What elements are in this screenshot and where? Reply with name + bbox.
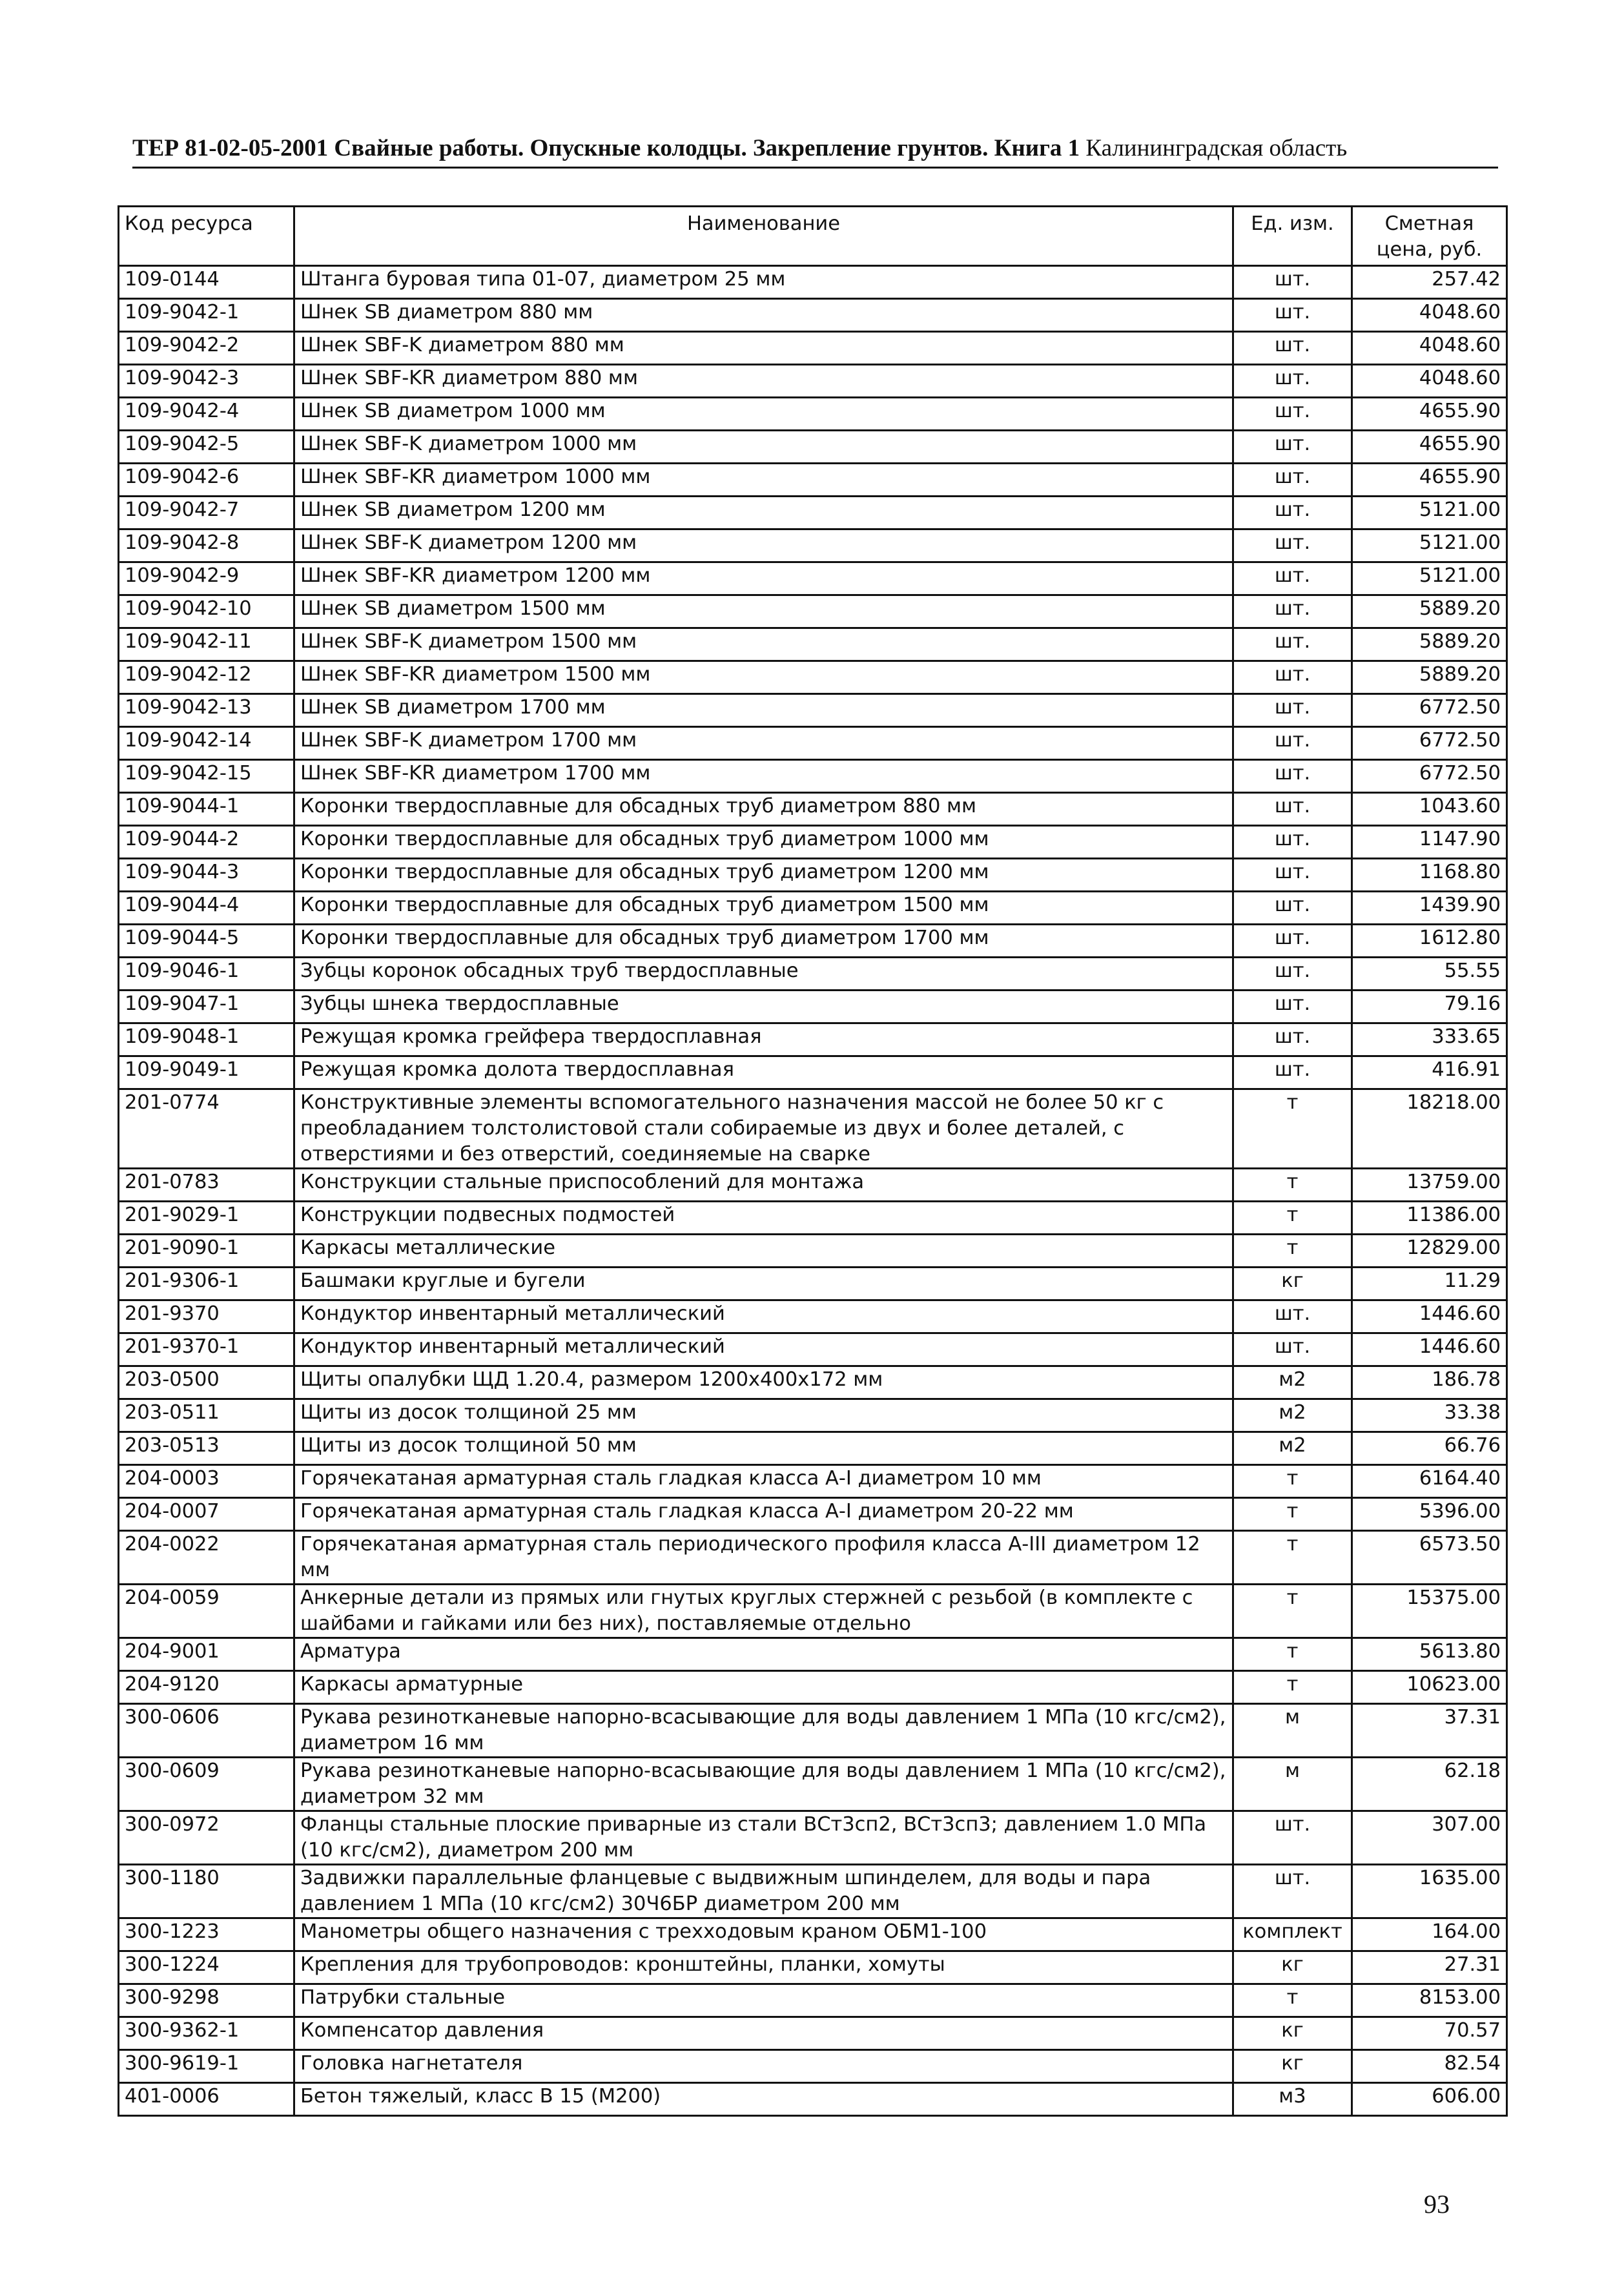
- cell-name: Патрубки стальные: [294, 1984, 1233, 2017]
- cell-name: Бетон тяжелый, класс В 15 (М200): [294, 2083, 1233, 2116]
- cell-unit: шт.: [1233, 958, 1352, 991]
- cell-unit: шт.: [1233, 793, 1352, 826]
- cell-price: 307.00: [1352, 1811, 1507, 1865]
- table-row: [119, 365, 1507, 398]
- cell-unit: шт.: [1233, 925, 1352, 958]
- cell-resource-code: 300-0972: [119, 1811, 294, 1865]
- column-header-price: Сметная цена, руб.: [1352, 207, 1507, 266]
- cell-price: 13759.00: [1352, 1169, 1507, 1202]
- cell-price: 1168.80: [1352, 859, 1507, 892]
- header-title: ТЕР 81-02-05-2001 Свайные работы. Опускные колодцы. Закрепление грунтов. Книга 1: [132, 135, 1080, 161]
- cell-name: Рукава резинотканевые напорно-всасывающие для воды давлением 1 МПа (10 кгс/см2), диаметром 32 мм: [294, 1758, 1233, 1811]
- table-row: [119, 1704, 1507, 1758]
- cell-resource-code: 109-9042-3: [119, 365, 294, 398]
- column-header-code: Код ресурса: [119, 207, 294, 266]
- cell-resource-code: 203-0500: [119, 1366, 294, 1399]
- cell-price: 1439.90: [1352, 892, 1507, 925]
- cell-name: Коронки твердосплавные для обсадных труб диаметром 1700 мм: [294, 925, 1233, 958]
- cell-unit: шт.: [1233, 826, 1352, 859]
- table-row: [119, 1366, 1507, 1399]
- cell-name: Режущая кромка долота твердосплавная: [294, 1056, 1233, 1089]
- cell-name: Конструкции стальные приспособлений для монтажа: [294, 1169, 1233, 1202]
- cell-price: 1043.60: [1352, 793, 1507, 826]
- table-row: [119, 1918, 1507, 1951]
- cell-resource-code: 201-9029-1: [119, 1202, 294, 1235]
- cell-unit: т: [1233, 1984, 1352, 2017]
- cell-name: Коронки твердосплавные для обсадных труб диаметром 1500 мм: [294, 892, 1233, 925]
- cell-unit: м3: [1233, 2083, 1352, 2116]
- cell-unit: м: [1233, 1758, 1352, 1811]
- cell-name: Конструктивные элементы вспомогательного назначения массой не более 50 кг с преобладанием толстолистовой стали собираемые из двух и более деталей, с отверстиями и без отверстий, соединяемые на сварке: [294, 1089, 1233, 1169]
- table-row: [119, 661, 1507, 694]
- table-row: [119, 1300, 1507, 1333]
- table-row: [119, 1023, 1507, 1056]
- cell-name: Кондуктор инвентарный металлический: [294, 1333, 1233, 1366]
- cell-name: Горячекатаная арматурная сталь гладкая класса А-I диаметром 10 мм: [294, 1465, 1233, 1498]
- cell-resource-code: 109-9044-5: [119, 925, 294, 958]
- cell-unit: т: [1233, 1531, 1352, 1585]
- cell-resource-code: 300-9298: [119, 1984, 294, 2017]
- cell-price: 55.55: [1352, 958, 1507, 991]
- cell-name: Анкерные детали из прямых или гнутых круглых стержней с резьбой (в комплекте с шайбами и гайками или без них), поставляемые отдельно: [294, 1585, 1233, 1638]
- cell-name: Компенсатор давления: [294, 2017, 1233, 2050]
- cell-unit: шт.: [1233, 1023, 1352, 1056]
- cell-price: 27.31: [1352, 1951, 1507, 1984]
- cell-price: 4655.90: [1352, 398, 1507, 431]
- cell-name: Шнек SBF-K диаметром 880 мм: [294, 332, 1233, 365]
- cell-price: 5889.20: [1352, 595, 1507, 628]
- table-row: [119, 1638, 1507, 1671]
- cell-resource-code: 300-1180: [119, 1865, 294, 1918]
- cell-resource-code: 109-9042-2: [119, 332, 294, 365]
- cell-resource-code: 201-0774: [119, 1089, 294, 1169]
- cell-unit: шт.: [1233, 859, 1352, 892]
- header-region: Калининградская область: [1085, 135, 1348, 161]
- table-row: [119, 1432, 1507, 1465]
- cell-resource-code: 109-9049-1: [119, 1056, 294, 1089]
- cell-unit: шт.: [1233, 694, 1352, 727]
- cell-resource-code: 109-9046-1: [119, 958, 294, 991]
- cell-name: Каркасы арматурные: [294, 1671, 1233, 1704]
- cell-unit: м2: [1233, 1432, 1352, 1465]
- table-row: [119, 793, 1507, 826]
- cell-price: 4048.60: [1352, 332, 1507, 365]
- cell-unit: шт.: [1233, 1865, 1352, 1918]
- table-row: [119, 1671, 1507, 1704]
- cell-resource-code: 300-1223: [119, 1918, 294, 1951]
- cell-price: 79.16: [1352, 991, 1507, 1023]
- table-row: [119, 2050, 1507, 2083]
- table-row: [119, 497, 1507, 529]
- cell-price: 606.00: [1352, 2083, 1507, 2116]
- cell-resource-code: 300-1224: [119, 1951, 294, 1984]
- cell-name: Фланцы стальные плоские приварные из стали ВСт3сп2, ВСт3сп3; давлением 1.0 МПа (10 кгс/см2), диаметром 200 мм: [294, 1811, 1233, 1865]
- cell-price: 18218.00: [1352, 1089, 1507, 1169]
- cell-name: Зубцы коронок обсадных труб твердосплавные: [294, 958, 1233, 991]
- cell-price: 1446.60: [1352, 1300, 1507, 1333]
- cell-name: Коронки твердосплавные для обсадных труб диаметром 1000 мм: [294, 826, 1233, 859]
- table-row: [119, 1865, 1507, 1918]
- cell-resource-code: 201-9306-1: [119, 1268, 294, 1300]
- cell-unit: м: [1233, 1704, 1352, 1758]
- cell-name: Щиты опалубки ЩД 1.20.4, размером 1200х400х172 мм: [294, 1366, 1233, 1399]
- cell-price: 257.42: [1352, 266, 1507, 299]
- table-row: [119, 1169, 1507, 1202]
- table-row: [119, 826, 1507, 859]
- cell-resource-code: 109-9042-4: [119, 398, 294, 431]
- table-row: [119, 1202, 1507, 1235]
- cell-price: 5121.00: [1352, 562, 1507, 595]
- table-row: [119, 694, 1507, 727]
- cell-name: Шнек SBF-KR диаметром 1500 мм: [294, 661, 1233, 694]
- table-row: [119, 1585, 1507, 1638]
- cell-resource-code: 109-9044-2: [119, 826, 294, 859]
- table-row: [119, 1399, 1507, 1432]
- resource-price-table: [118, 205, 1508, 2117]
- cell-unit: шт.: [1233, 628, 1352, 661]
- cell-unit: шт.: [1233, 266, 1352, 299]
- table-row: [119, 859, 1507, 892]
- cell-name: Горячекатаная арматурная сталь гладкая класса А-I диаметром 20-22 мм: [294, 1498, 1233, 1531]
- table-row: [119, 1333, 1507, 1366]
- cell-price: 66.76: [1352, 1432, 1507, 1465]
- cell-resource-code: 109-9044-4: [119, 892, 294, 925]
- column-header-unit: Ед. изм.: [1233, 207, 1352, 266]
- cell-resource-code: 109-9042-11: [119, 628, 294, 661]
- cell-resource-code: 109-9042-6: [119, 464, 294, 497]
- cell-price: 15375.00: [1352, 1585, 1507, 1638]
- cell-name: Шнек SBF-K диаметром 1000 мм: [294, 431, 1233, 464]
- cell-resource-code: 201-0783: [119, 1169, 294, 1202]
- cell-resource-code: 201-9370-1: [119, 1333, 294, 1366]
- cell-name: Щиты из досок толщиной 50 мм: [294, 1432, 1233, 1465]
- cell-unit: т: [1233, 1465, 1352, 1498]
- cell-name: Манометры общего назначения с трехходовым краном ОБМ1-100: [294, 1918, 1233, 1951]
- cell-unit: кг: [1233, 2050, 1352, 2083]
- cell-name: Головка нагнетателя: [294, 2050, 1233, 2083]
- cell-resource-code: 203-0513: [119, 1432, 294, 1465]
- cell-unit: шт.: [1233, 365, 1352, 398]
- cell-resource-code: 204-9001: [119, 1638, 294, 1671]
- cell-unit: шт.: [1233, 562, 1352, 595]
- table-row: [119, 431, 1507, 464]
- cell-price: 37.31: [1352, 1704, 1507, 1758]
- cell-resource-code: 300-9619-1: [119, 2050, 294, 2083]
- cell-name: Шнек SBF-KR диаметром 1000 мм: [294, 464, 1233, 497]
- cell-resource-code: 109-9042-15: [119, 760, 294, 793]
- table-header-row: [119, 207, 1507, 266]
- cell-resource-code: 109-9042-5: [119, 431, 294, 464]
- header-rule: [132, 167, 1498, 169]
- cell-name: Шнек SB диаметром 1700 мм: [294, 694, 1233, 727]
- cell-price: 164.00: [1352, 1918, 1507, 1951]
- cell-resource-code: 109-9042-9: [119, 562, 294, 595]
- table-row: [119, 760, 1507, 793]
- cell-resource-code: 109-9042-13: [119, 694, 294, 727]
- table-row: [119, 332, 1507, 365]
- cell-price: 1612.80: [1352, 925, 1507, 958]
- table-row: [119, 1056, 1507, 1089]
- cell-price: 5121.00: [1352, 497, 1507, 529]
- cell-unit: шт.: [1233, 464, 1352, 497]
- cell-resource-code: 300-0606: [119, 1704, 294, 1758]
- table-row: [119, 299, 1507, 332]
- cell-unit: т: [1233, 1169, 1352, 1202]
- cell-unit: комплект: [1233, 1918, 1352, 1951]
- page-header: [132, 133, 1498, 164]
- cell-price: 5121.00: [1352, 529, 1507, 562]
- cell-price: 8153.00: [1352, 1984, 1507, 2017]
- table-row: [119, 398, 1507, 431]
- cell-unit: шт.: [1233, 1300, 1352, 1333]
- table-row: [119, 727, 1507, 760]
- cell-name: Шнек SBF-KR диаметром 1700 мм: [294, 760, 1233, 793]
- cell-price: 12829.00: [1352, 1235, 1507, 1268]
- cell-price: 1635.00: [1352, 1865, 1507, 1918]
- cell-unit: шт.: [1233, 1811, 1352, 1865]
- cell-resource-code: 109-0144: [119, 266, 294, 299]
- cell-unit: т: [1233, 1671, 1352, 1704]
- table-row: [119, 2083, 1507, 2116]
- cell-unit: м2: [1233, 1399, 1352, 1432]
- cell-unit: шт.: [1233, 892, 1352, 925]
- cell-unit: т: [1233, 1498, 1352, 1531]
- cell-price: 6772.50: [1352, 727, 1507, 760]
- cell-price: 186.78: [1352, 1366, 1507, 1399]
- cell-resource-code: 109-9042-8: [119, 529, 294, 562]
- cell-resource-code: 204-9120: [119, 1671, 294, 1704]
- cell-unit: кг: [1233, 1951, 1352, 1984]
- cell-name: Шнек SB диаметром 880 мм: [294, 299, 1233, 332]
- table-row: [119, 595, 1507, 628]
- cell-price: 4655.90: [1352, 464, 1507, 497]
- cell-price: 5613.80: [1352, 1638, 1507, 1671]
- cell-resource-code: 109-9048-1: [119, 1023, 294, 1056]
- cell-unit: шт.: [1233, 595, 1352, 628]
- cell-unit: шт.: [1233, 431, 1352, 464]
- cell-price: 82.54: [1352, 2050, 1507, 2083]
- cell-resource-code: 109-9042-12: [119, 661, 294, 694]
- cell-name: Горячекатаная арматурная сталь периодического профиля класса А-III диаметром 12 мм: [294, 1531, 1233, 1585]
- cell-resource-code: 109-9042-14: [119, 727, 294, 760]
- cell-name: Шнек SB диаметром 1500 мм: [294, 595, 1233, 628]
- cell-resource-code: 300-9362-1: [119, 2017, 294, 2050]
- cell-price: 6573.50: [1352, 1531, 1507, 1585]
- cell-price: 4655.90: [1352, 431, 1507, 464]
- cell-unit: т: [1233, 1202, 1352, 1235]
- cell-name: Шнек SBF-K диаметром 1500 мм: [294, 628, 1233, 661]
- cell-resource-code: 201-9370: [119, 1300, 294, 1333]
- cell-name: Режущая кромка грейфера твердосплавная: [294, 1023, 1233, 1056]
- cell-unit: кг: [1233, 2017, 1352, 2050]
- cell-name: Конструкции подвесных подмостей: [294, 1202, 1233, 1235]
- cell-name: Рукава резинотканевые напорно-всасывающие для воды давлением 1 МПа (10 кгс/см2), диаметром 16 мм: [294, 1704, 1233, 1758]
- cell-resource-code: 204-0007: [119, 1498, 294, 1531]
- cell-unit: т: [1233, 1089, 1352, 1169]
- cell-resource-code: 201-9090-1: [119, 1235, 294, 1268]
- cell-unit: шт.: [1233, 398, 1352, 431]
- cell-unit: т: [1233, 1638, 1352, 1671]
- table-row: [119, 464, 1507, 497]
- cell-price: 33.38: [1352, 1399, 1507, 1432]
- table-row: [119, 1089, 1507, 1169]
- cell-name: Шнек SB диаметром 1000 мм: [294, 398, 1233, 431]
- cell-price: 62.18: [1352, 1758, 1507, 1811]
- table-row: [119, 1268, 1507, 1300]
- cell-price: 10623.00: [1352, 1671, 1507, 1704]
- cell-name: Шнек SBF-KR диаметром 880 мм: [294, 365, 1233, 398]
- table-row: [119, 1531, 1507, 1585]
- cell-price: 5396.00: [1352, 1498, 1507, 1531]
- cell-resource-code: 204-0003: [119, 1465, 294, 1498]
- cell-resource-code: 109-9042-10: [119, 595, 294, 628]
- cell-name: Арматура: [294, 1638, 1233, 1671]
- cell-price: 5889.20: [1352, 661, 1507, 694]
- cell-unit: шт.: [1233, 332, 1352, 365]
- cell-resource-code: 204-0022: [119, 1531, 294, 1585]
- table-row: [119, 1951, 1507, 1984]
- cell-resource-code: 109-9044-1: [119, 793, 294, 826]
- cell-price: 70.57: [1352, 2017, 1507, 2050]
- cell-name: Крепления для трубопроводов: кронштейны, планки, хомуты: [294, 1951, 1233, 1984]
- cell-name: Шнек SBF-KR диаметром 1200 мм: [294, 562, 1233, 595]
- cell-resource-code: 109-9044-3: [119, 859, 294, 892]
- cell-price: 1446.60: [1352, 1333, 1507, 1366]
- table-row: [119, 266, 1507, 299]
- cell-unit: шт.: [1233, 760, 1352, 793]
- cell-unit: шт.: [1233, 497, 1352, 529]
- cell-price: 333.65: [1352, 1023, 1507, 1056]
- cell-resource-code: 401-0006: [119, 2083, 294, 2116]
- table-row: [119, 2017, 1507, 2050]
- cell-name: Шнек SB диаметром 1200 мм: [294, 497, 1233, 529]
- cell-unit: т: [1233, 1585, 1352, 1638]
- cell-price: 6772.50: [1352, 694, 1507, 727]
- table-row: [119, 1984, 1507, 2017]
- table-row: [119, 1465, 1507, 1498]
- table-row: [119, 1498, 1507, 1531]
- cell-price: 5889.20: [1352, 628, 1507, 661]
- cell-name: Штанга буровая типа 01-07, диаметром 25 мм: [294, 266, 1233, 299]
- cell-unit: шт.: [1233, 991, 1352, 1023]
- cell-name: Кондуктор инвентарный металлический: [294, 1300, 1233, 1333]
- cell-resource-code: 203-0511: [119, 1399, 294, 1432]
- table-row: [119, 1811, 1507, 1865]
- cell-resource-code: 300-0609: [119, 1758, 294, 1811]
- cell-price: 4048.60: [1352, 299, 1507, 332]
- cell-unit: шт.: [1233, 727, 1352, 760]
- cell-unit: м2: [1233, 1366, 1352, 1399]
- table-row: [119, 628, 1507, 661]
- table-row: [119, 925, 1507, 958]
- cell-resource-code: 109-9042-7: [119, 497, 294, 529]
- cell-unit: шт.: [1233, 1333, 1352, 1366]
- cell-price: 11.29: [1352, 1268, 1507, 1300]
- cell-name: Каркасы металлические: [294, 1235, 1233, 1268]
- table-body: [119, 266, 1507, 2116]
- cell-name: Зубцы шнека твердосплавные: [294, 991, 1233, 1023]
- column-header-name: Наименование: [294, 207, 1233, 266]
- cell-name: Задвижки параллельные фланцевые с выдвижным шпинделем, для воды и пара давлением 1 МПа (10 кгс/см2) 30Ч6БР диаметром 200 мм: [294, 1865, 1233, 1918]
- cell-price: 416.91: [1352, 1056, 1507, 1089]
- cell-resource-code: 204-0059: [119, 1585, 294, 1638]
- cell-name: Коронки твердосплавные для обсадных труб диаметром 880 мм: [294, 793, 1233, 826]
- cell-resource-code: 109-9047-1: [119, 991, 294, 1023]
- cell-unit: шт.: [1233, 661, 1352, 694]
- cell-resource-code: 109-9042-1: [119, 299, 294, 332]
- cell-name: Башмаки круглые и бугели: [294, 1268, 1233, 1300]
- table-row: [119, 1758, 1507, 1811]
- table-row: [119, 1235, 1507, 1268]
- cell-unit: кг: [1233, 1268, 1352, 1300]
- cell-unit: т: [1233, 1235, 1352, 1268]
- cell-price: 4048.60: [1352, 365, 1507, 398]
- cell-unit: шт.: [1233, 529, 1352, 562]
- table-row: [119, 958, 1507, 991]
- cell-price: 11386.00: [1352, 1202, 1507, 1235]
- cell-price: 6164.40: [1352, 1465, 1507, 1498]
- table-row: [119, 529, 1507, 562]
- cell-unit: шт.: [1233, 1056, 1352, 1089]
- cell-price: 6772.50: [1352, 760, 1507, 793]
- cell-unit: шт.: [1233, 299, 1352, 332]
- page-number: 93: [1424, 2190, 1450, 2219]
- table-row: [119, 562, 1507, 595]
- table-row: [119, 892, 1507, 925]
- cell-price: 1147.90: [1352, 826, 1507, 859]
- cell-name: Коронки твердосплавные для обсадных труб диаметром 1200 мм: [294, 859, 1233, 892]
- cell-name: Щиты из досок толщиной 25 мм: [294, 1399, 1233, 1432]
- cell-name: Шнек SBF-K диаметром 1700 мм: [294, 727, 1233, 760]
- table-row: [119, 991, 1507, 1023]
- cell-name: Шнек SBF-K диаметром 1200 мм: [294, 529, 1233, 562]
